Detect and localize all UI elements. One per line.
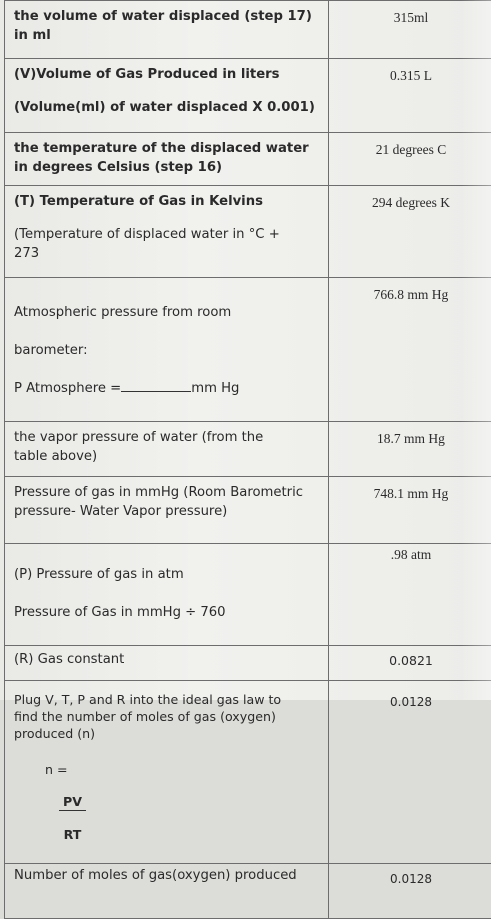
table-row bbox=[5, 1, 491, 59]
question-cell bbox=[5, 477, 329, 544]
question-sub-label: (Temperature of displaced water in °C + 273 bbox=[5, 225, 292, 267]
table-row bbox=[5, 278, 491, 422]
question-sub-label: (Volume(ml) of water displaced X 0.001) bbox=[5, 98, 328, 121]
question-label: Number of moles of gas(oxygen) produced bbox=[5, 864, 328, 889]
formula-numerator: PV bbox=[59, 794, 86, 811]
question-label bbox=[5, 544, 328, 645]
question-cell bbox=[5, 646, 329, 681]
answer-cell bbox=[329, 646, 491, 681]
table-row bbox=[5, 59, 491, 133]
atmosphere-entry bbox=[14, 379, 320, 398]
table-row bbox=[5, 186, 491, 278]
ideal-gas-formula bbox=[5, 746, 328, 863]
answer-cell bbox=[329, 422, 491, 477]
answer-value: 766.8 mm Hg bbox=[329, 278, 491, 304]
answer-cell bbox=[329, 278, 491, 422]
answer-value: 0.0821 bbox=[329, 646, 491, 670]
question-cell bbox=[5, 864, 329, 919]
answer-value: 315ml bbox=[329, 1, 491, 27]
answer-cell bbox=[329, 477, 491, 544]
question-label bbox=[5, 278, 328, 421]
question-label: Pressure of gas in mmHg (Room Barometric pressure- Water Vapor pressure) bbox=[5, 477, 329, 525]
formula-denominator: RT bbox=[59, 827, 86, 843]
question-cell bbox=[5, 1, 329, 59]
question-cell bbox=[5, 278, 329, 422]
table-row bbox=[5, 133, 491, 186]
question-line: Atmospheric pressure from room bbox=[14, 303, 320, 322]
question-cell bbox=[5, 133, 329, 186]
blank-line bbox=[121, 379, 191, 392]
answer-value: 0.0128 bbox=[329, 681, 491, 711]
question-label: (R) Gas constant bbox=[5, 646, 328, 673]
answer-value: 21 degrees C bbox=[329, 133, 491, 159]
question-cell bbox=[5, 186, 329, 278]
atmosphere-suffix: mm Hg bbox=[191, 381, 239, 396]
question-label: Plug V, T, P and R into the ideal gas law to find the number of moles of gas (oxygen) produced (n) bbox=[5, 681, 312, 746]
question-line: Pressure of Gas in mmHg ÷ 760 bbox=[14, 603, 320, 622]
answer-cell bbox=[329, 1, 491, 59]
answer-value: .98 atm bbox=[329, 544, 491, 564]
answer-cell bbox=[329, 864, 491, 919]
table-row bbox=[5, 681, 491, 864]
question-label: the vapor pressure of water (from the table above) bbox=[5, 422, 307, 470]
answer-value: 748.1 mm Hg bbox=[329, 477, 491, 503]
answer-value: 0.0128 bbox=[329, 864, 491, 888]
formula-lhs: n = bbox=[45, 762, 68, 777]
question-line: (P) Pressure of gas in atm bbox=[14, 565, 320, 584]
question-cell bbox=[5, 59, 329, 133]
table-row bbox=[5, 646, 491, 681]
answer-value: 18.7 mm Hg bbox=[329, 422, 491, 448]
data-table bbox=[4, 0, 491, 919]
question-cell bbox=[5, 544, 329, 646]
table-row bbox=[5, 864, 491, 919]
table-row bbox=[5, 477, 491, 544]
answer-value: 294 degrees K bbox=[329, 186, 491, 212]
formula-fraction bbox=[59, 778, 86, 859]
answer-cell bbox=[329, 186, 491, 278]
question-cell bbox=[5, 681, 329, 864]
table-row bbox=[5, 422, 491, 477]
question-label: the temperature of the displaced water in degrees Celsius (step 16) bbox=[5, 133, 327, 181]
answer-cell bbox=[329, 59, 491, 133]
question-label: (T) Temperature of Gas in Kelvins bbox=[5, 186, 328, 215]
answer-cell bbox=[329, 681, 491, 864]
question-label: the volume of water displaced (step 17) in ml bbox=[5, 1, 322, 49]
table-row bbox=[5, 544, 491, 646]
question-label: (V)Volume of Gas Produced in liters bbox=[5, 59, 328, 88]
question-cell bbox=[5, 422, 329, 477]
atmosphere-prefix: P Atmosphere = bbox=[14, 381, 121, 396]
answer-cell bbox=[329, 133, 491, 186]
question-line: barometer: bbox=[14, 341, 320, 360]
answer-cell bbox=[329, 544, 491, 646]
answer-value: 0.315 L bbox=[329, 59, 491, 85]
